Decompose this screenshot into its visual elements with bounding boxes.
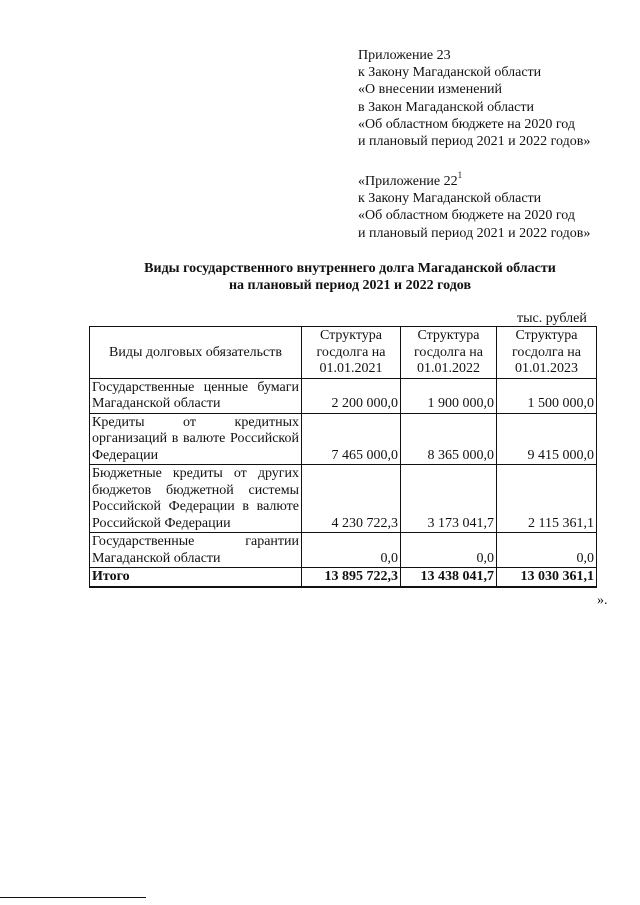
row-value-2023: 0,0 [497, 533, 597, 568]
row-value-2022: 3 173 041,7 [401, 465, 497, 533]
document-title [80, 260, 620, 294]
total-value-2022: 13 438 041,7 [401, 568, 497, 587]
appendix-line: «О внесении изменений [358, 82, 502, 98]
footnote-divider [0, 897, 146, 898]
title-line-1: Виды государственного внутреннего долга Магаданской области [144, 261, 556, 276]
appendix-line: Приложение 23 [358, 48, 451, 63]
table-row [90, 465, 597, 533]
row-value-2022: 8 365 000,0 [401, 413, 497, 465]
appendix-line: к Закону Магаданской области [358, 191, 542, 207]
appendix-header-2 [358, 170, 628, 242]
table-header-row [90, 327, 597, 379]
row-value-2022: 1 900 000,0 [401, 378, 497, 413]
row-name: Кредиты от кредитных организаций в валюте Российской Федерации [90, 413, 302, 465]
appendix-line: «Об областном бюджете на 2020 год [358, 116, 575, 132]
table-row [90, 413, 597, 465]
row-value-2021: 7 465 000,0 [302, 413, 401, 465]
closing-quote: ». [597, 593, 608, 608]
appendix-line: «Об областном бюджете на 2020 год [358, 208, 575, 224]
row-value-2021: 4 230 722,3 [302, 465, 401, 533]
units-label: тыс. рублей [517, 311, 587, 326]
table-row [90, 378, 597, 413]
header-2021: Структура госдолга на 01.01.2021 [302, 327, 401, 379]
total-value-2021: 13 895 722,3 [302, 568, 401, 587]
debt-table [89, 326, 597, 588]
row-name: Государственные ценные бумаги Магаданской области [90, 378, 302, 413]
appendix-header-1 [358, 47, 628, 150]
row-value-2023: 9 415 000,0 [497, 413, 597, 465]
table-row [90, 533, 597, 568]
appendix-superscript: 1 [457, 170, 463, 181]
appendix-line: к Закону Магаданской области [358, 65, 542, 81]
header-debt-type: Виды долговых обязательств [90, 327, 302, 379]
appendix-line [358, 170, 628, 190]
row-value-2021: 0,0 [302, 533, 401, 568]
row-name: Государственные гарантии Магаданской области [90, 533, 302, 568]
appendix-line: в Закон Магаданской области [358, 99, 534, 115]
row-value-2023: 2 115 361,1 [497, 465, 597, 533]
header-2023: Структура госдолга на 01.01.2023 [497, 327, 597, 379]
appendix-line: и плановый период 2021 и 2022 годов» [358, 225, 591, 241]
row-name: Бюджетные кредиты от других бюджетов бюджетной системы Российской Федерации в валюте Российской Федерации [90, 465, 302, 533]
row-value-2023: 1 500 000,0 [497, 378, 597, 413]
total-value-2023: 13 030 361,1 [497, 568, 597, 587]
row-value-2022: 0,0 [401, 533, 497, 568]
appendix-line: и плановый период 2021 и 2022 годов» [358, 134, 591, 150]
table-total-row [90, 568, 597, 587]
total-label: Итого [90, 568, 302, 587]
appendix-number: «Приложение 22 [358, 174, 458, 189]
row-value-2021: 2 200 000,0 [302, 378, 401, 413]
header-2022: Структура госдолга на 01.01.2022 [401, 327, 497, 379]
title-line-2: на плановый период 2021 и 2022 годов [228, 278, 472, 293]
